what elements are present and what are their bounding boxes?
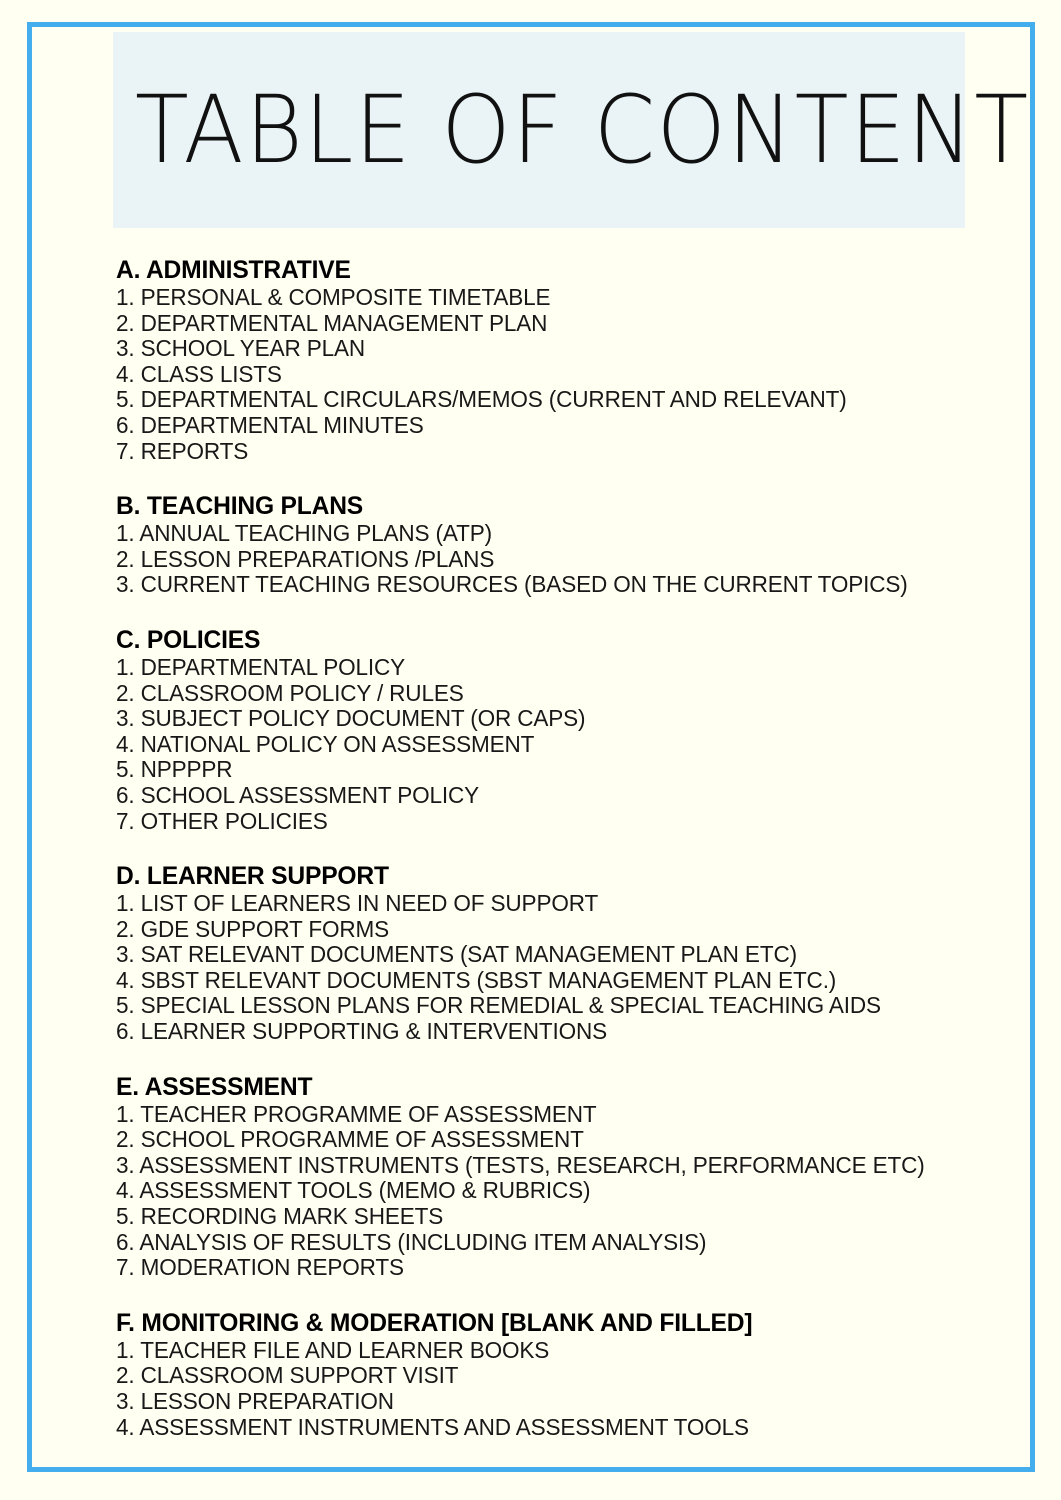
section-heading: B. TEACHING PLANS bbox=[116, 492, 364, 521]
list-item: 1. TEACHER FILE AND LEARNER BOOKS bbox=[116, 1336, 550, 1363]
list-item: 1. TEACHER PROGRAMME OF ASSESSMENT bbox=[116, 1100, 597, 1127]
section-item-list bbox=[116, 521, 986, 598]
section-heading: C. POLICIES bbox=[116, 625, 261, 654]
toc-section bbox=[116, 1073, 986, 1281]
list-item: 5. RECORDING MARK SHEETS bbox=[116, 1203, 444, 1230]
page-title: TABLE OF CONTENT bbox=[135, 74, 1030, 185]
section-heading: A. ADMINISTRATIVE bbox=[116, 256, 351, 284]
list-item: 3. SAT RELEVANT DOCUMENTS (SAT MANAGEMENT PLAN ETC) bbox=[116, 941, 797, 968]
list-item: 6. DEPARTMENTAL MINUTES bbox=[116, 411, 424, 438]
section-item-list bbox=[116, 655, 986, 834]
list-item: 4. ASSESSMENT INSTRUMENTS AND ASSESSMENT TOOLS bbox=[116, 1413, 749, 1440]
list-item: 1. PERSONAL & COMPOSITE TIMETABLE bbox=[116, 284, 551, 310]
list-item: 7. OTHER POLICIES bbox=[116, 807, 328, 834]
list-item: 2. CLASSROOM POLICY / RULES bbox=[116, 679, 464, 706]
list-item: 2. GDE SUPPORT FORMS bbox=[116, 915, 390, 942]
list-item: 6. LEARNER SUPPORTING & INTERVENTIONS bbox=[116, 1018, 607, 1045]
list-item: 1. DEPARTMENTAL POLICY bbox=[116, 653, 406, 680]
list-item: 2. CLASSROOM SUPPORT VISIT bbox=[116, 1362, 459, 1389]
toc-section bbox=[116, 1309, 986, 1440]
list-item: 3. CURRENT TEACHING RESOURCES (BASED ON THE CURRENT TOPICS) bbox=[116, 571, 908, 598]
list-item: 4. ASSESSMENT TOOLS (MEMO & RUBRICS) bbox=[116, 1177, 591, 1204]
list-item: 2. DEPARTMENTAL MANAGEMENT PLAN bbox=[116, 309, 548, 336]
list-item: 6. SCHOOL ASSESSMENT POLICY bbox=[116, 781, 480, 808]
list-item: 3. SUBJECT POLICY DOCUMENT (OR CAPS) bbox=[116, 705, 586, 732]
toc-section bbox=[116, 492, 986, 598]
list-item: 5. NPPPPR bbox=[116, 756, 233, 783]
list-item: 2. LESSON PREPARATIONS /PLANS bbox=[116, 545, 495, 572]
list-item: 3. SCHOOL YEAR PLAN bbox=[116, 335, 366, 362]
list-item: 2. SCHOOL PROGRAMME OF ASSESSMENT bbox=[116, 1126, 584, 1153]
section-item-list bbox=[116, 891, 986, 1045]
section-item-list bbox=[116, 1338, 986, 1440]
toc-section bbox=[116, 256, 986, 464]
list-item: 5. SPECIAL LESSON PLANS FOR REMEDIAL & SPECIAL TEACHING AIDS bbox=[116, 992, 881, 1019]
section-item-list bbox=[116, 285, 986, 464]
list-item: 6. ANALYSIS OF RESULTS (INCLUDING ITEM ANALYSIS) bbox=[116, 1228, 707, 1255]
list-item: 4. SBST RELEVANT DOCUMENTS (SBST MANAGEMENT PLAN ETC.) bbox=[116, 966, 837, 993]
section-heading: D. LEARNER SUPPORT bbox=[116, 862, 389, 891]
section-item-list bbox=[116, 1102, 986, 1281]
list-item: 4. NATIONAL POLICY ON ASSESSMENT bbox=[116, 730, 535, 757]
list-item: 3. ASSESSMENT INSTRUMENTS (TESTS, RESEARCH, PERFORMANCE ETC) bbox=[116, 1151, 925, 1178]
section-heading: E. ASSESSMENT bbox=[116, 1072, 313, 1101]
list-item: 7. REPORTS bbox=[116, 437, 249, 464]
list-item: 4. CLASS LISTS bbox=[116, 360, 282, 387]
list-item: 1. ANNUAL TEACHING PLANS (ATP) bbox=[116, 520, 492, 547]
toc-section bbox=[116, 626, 986, 834]
list-item: 5. DEPARTMENTAL CIRCULARS/MEMOS (CURRENT AND RELEVANT) bbox=[116, 386, 847, 413]
list-item: 1. LIST OF LEARNERS IN NEED OF SUPPORT bbox=[116, 890, 599, 917]
title-banner bbox=[113, 32, 1030, 228]
list-item: 7. MODERATION REPORTS bbox=[116, 1254, 404, 1281]
list-item: 3. LESSON PREPARATION bbox=[116, 1388, 394, 1414]
table-of-contents bbox=[116, 256, 986, 1440]
section-heading: F. MONITORING & MODERATION [BLANK AND FILLED] bbox=[116, 1308, 753, 1337]
toc-section bbox=[116, 862, 986, 1045]
